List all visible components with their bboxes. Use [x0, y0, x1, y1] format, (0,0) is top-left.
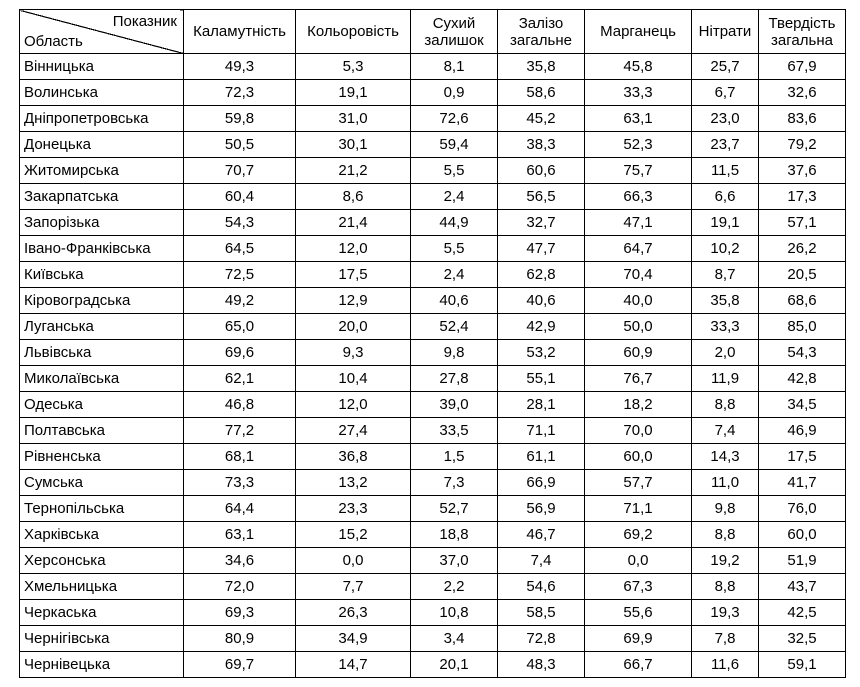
cell-turbidity: 46,8 — [184, 392, 296, 418]
cell-turbidity: 69,7 — [184, 652, 296, 678]
cell-dry-residue: 8,1 — [411, 54, 498, 80]
cell-total-hardness: 59,1 — [759, 652, 846, 678]
cell-total-hardness: 32,5 — [759, 626, 846, 652]
cell-manganese: 55,6 — [585, 600, 692, 626]
column-header-dry-residue: Сухий залишок — [411, 10, 498, 54]
cell-manganese: 57,7 — [585, 470, 692, 496]
cell-total-hardness: 32,6 — [759, 80, 846, 106]
cell-turbidity: 72,3 — [184, 80, 296, 106]
cell-total-hardness: 54,3 — [759, 340, 846, 366]
cell-total-iron: 55,1 — [498, 366, 585, 392]
cell-nitrates: 8,8 — [692, 574, 759, 600]
cell-total-iron: 72,8 — [498, 626, 585, 652]
cell-dry-residue: 10,8 — [411, 600, 498, 626]
cell-nitrates: 19,2 — [692, 548, 759, 574]
cell-manganese: 66,7 — [585, 652, 692, 678]
cell-nitrates: 33,3 — [692, 314, 759, 340]
cell-turbidity: 73,3 — [184, 470, 296, 496]
cell-region: Хмельницька — [20, 574, 184, 600]
cell-manganese: 75,7 — [585, 158, 692, 184]
table-row — [20, 54, 846, 80]
cell-manganese: 33,3 — [585, 80, 692, 106]
cell-color: 12,0 — [296, 392, 411, 418]
cell-region: Житомирська — [20, 158, 184, 184]
cell-region: Волинська — [20, 80, 184, 106]
table-row — [20, 340, 846, 366]
cell-dry-residue: 5,5 — [411, 158, 498, 184]
table-row — [20, 626, 846, 652]
cell-region: Черкаська — [20, 600, 184, 626]
cell-total-iron: 38,3 — [498, 132, 585, 158]
cell-color: 12,0 — [296, 236, 411, 262]
cell-nitrates: 7,4 — [692, 418, 759, 444]
cell-turbidity: 34,6 — [184, 548, 296, 574]
cell-dry-residue: 52,7 — [411, 496, 498, 522]
cell-manganese: 60,9 — [585, 340, 692, 366]
cell-dry-residue: 2,4 — [411, 184, 498, 210]
cell-turbidity: 80,9 — [184, 626, 296, 652]
cell-manganese: 0,0 — [585, 548, 692, 574]
cell-total-hardness: 85,0 — [759, 314, 846, 340]
cell-total-iron: 40,6 — [498, 288, 585, 314]
table-row — [20, 210, 846, 236]
cell-turbidity: 72,5 — [184, 262, 296, 288]
cell-total-iron: 56,5 — [498, 184, 585, 210]
cell-total-iron: 58,5 — [498, 600, 585, 626]
cell-manganese: 40,0 — [585, 288, 692, 314]
table-row — [20, 444, 846, 470]
cell-region: Дніпропетровська — [20, 106, 184, 132]
cell-nitrates: 19,3 — [692, 600, 759, 626]
cell-color: 7,7 — [296, 574, 411, 600]
cell-color: 9,3 — [296, 340, 411, 366]
cell-manganese: 69,2 — [585, 522, 692, 548]
cell-dry-residue: 52,4 — [411, 314, 498, 340]
cell-dry-residue: 40,6 — [411, 288, 498, 314]
cell-color: 21,2 — [296, 158, 411, 184]
cell-region: Харківська — [20, 522, 184, 548]
cell-total-hardness: 34,5 — [759, 392, 846, 418]
cell-manganese: 60,0 — [585, 444, 692, 470]
table-row — [20, 236, 846, 262]
table-row — [20, 418, 846, 444]
cell-color: 14,7 — [296, 652, 411, 678]
cell-region: Чернігівська — [20, 626, 184, 652]
table-row — [20, 496, 846, 522]
cell-nitrates: 11,5 — [692, 158, 759, 184]
cell-turbidity: 64,5 — [184, 236, 296, 262]
table-row — [20, 132, 846, 158]
cell-manganese: 69,9 — [585, 626, 692, 652]
cell-turbidity: 64,4 — [184, 496, 296, 522]
cell-dry-residue: 20,1 — [411, 652, 498, 678]
cell-total-hardness: 43,7 — [759, 574, 846, 600]
cell-nitrates: 23,7 — [692, 132, 759, 158]
cell-dry-residue: 33,5 — [411, 418, 498, 444]
cell-turbidity: 59,8 — [184, 106, 296, 132]
cell-region: Полтавська — [20, 418, 184, 444]
cell-total-hardness: 46,9 — [759, 418, 846, 444]
cell-total-hardness: 67,9 — [759, 54, 846, 80]
cell-color: 8,6 — [296, 184, 411, 210]
cell-color: 31,0 — [296, 106, 411, 132]
cell-dry-residue: 2,2 — [411, 574, 498, 600]
table-row — [20, 262, 846, 288]
cell-region: Донецька — [20, 132, 184, 158]
cell-region: Івано-Франківська — [20, 236, 184, 262]
table-row — [20, 470, 846, 496]
cell-total-iron: 62,8 — [498, 262, 585, 288]
cell-nitrates: 6,7 — [692, 80, 759, 106]
cell-color: 21,4 — [296, 210, 411, 236]
cell-color: 13,2 — [296, 470, 411, 496]
cell-dry-residue: 72,6 — [411, 106, 498, 132]
cell-turbidity: 70,7 — [184, 158, 296, 184]
cell-turbidity: 77,2 — [184, 418, 296, 444]
table-row — [20, 80, 846, 106]
cell-dry-residue: 39,0 — [411, 392, 498, 418]
cell-manganese: 71,1 — [585, 496, 692, 522]
table-row — [20, 548, 846, 574]
cell-region: Вінницька — [20, 54, 184, 80]
cell-nitrates: 2,0 — [692, 340, 759, 366]
cell-color: 5,3 — [296, 54, 411, 80]
water-quality-table — [19, 9, 846, 678]
cell-manganese: 66,3 — [585, 184, 692, 210]
cell-turbidity: 68,1 — [184, 444, 296, 470]
cell-total-hardness: 83,6 — [759, 106, 846, 132]
table-body — [20, 54, 846, 678]
cell-total-hardness: 20,5 — [759, 262, 846, 288]
cell-manganese: 52,3 — [585, 132, 692, 158]
table-row — [20, 184, 846, 210]
cell-nitrates: 10,2 — [692, 236, 759, 262]
cell-total-iron: 7,4 — [498, 548, 585, 574]
cell-region: Закарпатська — [20, 184, 184, 210]
cell-turbidity: 69,6 — [184, 340, 296, 366]
cell-total-iron: 61,1 — [498, 444, 585, 470]
cell-total-iron: 66,9 — [498, 470, 585, 496]
table-row — [20, 106, 846, 132]
cell-total-hardness: 17,3 — [759, 184, 846, 210]
cell-nitrates: 6,6 — [692, 184, 759, 210]
column-header-manganese: Марганець — [585, 10, 692, 54]
cell-color: 26,3 — [296, 600, 411, 626]
cell-region: Львівська — [20, 340, 184, 366]
cell-total-iron: 53,2 — [498, 340, 585, 366]
cell-dry-residue: 44,9 — [411, 210, 498, 236]
cell-manganese: 18,2 — [585, 392, 692, 418]
cell-color: 36,8 — [296, 444, 411, 470]
cell-region: Херсонська — [20, 548, 184, 574]
column-header-total-hardness: Твердість загальна — [759, 10, 846, 54]
column-header-total-iron: Залізо загальне — [498, 10, 585, 54]
cell-dry-residue: 18,8 — [411, 522, 498, 548]
cell-region: Луганська — [20, 314, 184, 340]
cell-manganese: 50,0 — [585, 314, 692, 340]
cell-manganese: 64,7 — [585, 236, 692, 262]
cell-total-iron: 46,7 — [498, 522, 585, 548]
cell-color: 12,9 — [296, 288, 411, 314]
cell-total-iron: 45,2 — [498, 106, 585, 132]
cell-turbidity: 49,2 — [184, 288, 296, 314]
cell-turbidity: 72,0 — [184, 574, 296, 600]
cell-color: 20,0 — [296, 314, 411, 340]
cell-region: Миколаївська — [20, 366, 184, 392]
cell-nitrates: 11,6 — [692, 652, 759, 678]
table-row — [20, 652, 846, 678]
cell-manganese: 47,1 — [585, 210, 692, 236]
cell-turbidity: 49,3 — [184, 54, 296, 80]
cell-nitrates: 35,8 — [692, 288, 759, 314]
cell-total-hardness: 42,5 — [759, 600, 846, 626]
table-row — [20, 600, 846, 626]
cell-nitrates: 7,8 — [692, 626, 759, 652]
cell-total-hardness: 68,6 — [759, 288, 846, 314]
cell-color: 27,4 — [296, 418, 411, 444]
cell-region: Запорізька — [20, 210, 184, 236]
cell-dry-residue: 3,4 — [411, 626, 498, 652]
cell-region: Київська — [20, 262, 184, 288]
cell-manganese: 76,7 — [585, 366, 692, 392]
region-label: Область — [24, 33, 83, 50]
cell-nitrates: 11,9 — [692, 366, 759, 392]
cell-nitrates: 19,1 — [692, 210, 759, 236]
cell-region: Чернівецька — [20, 652, 184, 678]
cell-dry-residue: 37,0 — [411, 548, 498, 574]
cell-nitrates: 25,7 — [692, 54, 759, 80]
cell-total-iron: 71,1 — [498, 418, 585, 444]
table-row — [20, 366, 846, 392]
cell-dry-residue: 27,8 — [411, 366, 498, 392]
cell-color: 17,5 — [296, 262, 411, 288]
cell-total-iron: 60,6 — [498, 158, 585, 184]
cell-turbidity: 60,4 — [184, 184, 296, 210]
cell-total-hardness: 26,2 — [759, 236, 846, 262]
cell-region: Кіровоградська — [20, 288, 184, 314]
cell-total-hardness: 37,6 — [759, 158, 846, 184]
cell-nitrates: 11,0 — [692, 470, 759, 496]
cell-nitrates: 9,8 — [692, 496, 759, 522]
cell-dry-residue: 7,3 — [411, 470, 498, 496]
cell-color: 10,4 — [296, 366, 411, 392]
cell-color: 34,9 — [296, 626, 411, 652]
indicator-label: Показник — [112, 13, 177, 30]
cell-dry-residue: 5,5 — [411, 236, 498, 262]
table-row — [20, 158, 846, 184]
cell-total-hardness: 60,0 — [759, 522, 846, 548]
cell-manganese: 63,1 — [585, 106, 692, 132]
cell-turbidity: 62,1 — [184, 366, 296, 392]
column-header-color: Кольоровість — [296, 10, 411, 54]
cell-manganese: 70,0 — [585, 418, 692, 444]
cell-nitrates: 8,8 — [692, 522, 759, 548]
cell-total-hardness: 57,1 — [759, 210, 846, 236]
cell-turbidity: 50,5 — [184, 132, 296, 158]
cell-dry-residue: 0,9 — [411, 80, 498, 106]
cell-total-iron: 42,9 — [498, 314, 585, 340]
cell-manganese: 67,3 — [585, 574, 692, 600]
cell-total-hardness: 76,0 — [759, 496, 846, 522]
cell-color: 19,1 — [296, 80, 411, 106]
cell-nitrates: 23,0 — [692, 106, 759, 132]
table-row — [20, 574, 846, 600]
corner-header-cell — [20, 10, 184, 54]
column-header-nitrates: Нітрати — [692, 10, 759, 54]
cell-region: Тернопільська — [20, 496, 184, 522]
cell-total-hardness: 79,2 — [759, 132, 846, 158]
header-row — [20, 10, 846, 54]
cell-turbidity: 69,3 — [184, 600, 296, 626]
cell-dry-residue: 9,8 — [411, 340, 498, 366]
cell-total-hardness: 51,9 — [759, 548, 846, 574]
cell-nitrates: 8,7 — [692, 262, 759, 288]
table-row — [20, 522, 846, 548]
cell-total-iron: 28,1 — [498, 392, 585, 418]
table-row — [20, 288, 846, 314]
cell-dry-residue: 1,5 — [411, 444, 498, 470]
table-row — [20, 392, 846, 418]
cell-manganese: 45,8 — [585, 54, 692, 80]
cell-total-hardness: 41,7 — [759, 470, 846, 496]
cell-color: 0,0 — [296, 548, 411, 574]
cell-dry-residue: 2,4 — [411, 262, 498, 288]
cell-color: 23,3 — [296, 496, 411, 522]
cell-color: 30,1 — [296, 132, 411, 158]
cell-total-iron: 58,6 — [498, 80, 585, 106]
cell-turbidity: 63,1 — [184, 522, 296, 548]
cell-nitrates: 14,3 — [692, 444, 759, 470]
cell-total-hardness: 42,8 — [759, 366, 846, 392]
cell-manganese: 70,4 — [585, 262, 692, 288]
cell-region: Рівненська — [20, 444, 184, 470]
cell-region: Одеська — [20, 392, 184, 418]
cell-turbidity: 54,3 — [184, 210, 296, 236]
cell-dry-residue: 59,4 — [411, 132, 498, 158]
cell-turbidity: 65,0 — [184, 314, 296, 340]
cell-total-iron: 48,3 — [498, 652, 585, 678]
cell-total-hardness: 17,5 — [759, 444, 846, 470]
table-row — [20, 314, 846, 340]
cell-total-iron: 54,6 — [498, 574, 585, 600]
cell-nitrates: 8,8 — [692, 392, 759, 418]
cell-total-iron: 47,7 — [498, 236, 585, 262]
cell-color: 15,2 — [296, 522, 411, 548]
column-header-turbidity: Каламутність — [184, 10, 296, 54]
cell-total-iron: 35,8 — [498, 54, 585, 80]
cell-region: Сумська — [20, 470, 184, 496]
cell-total-iron: 56,9 — [498, 496, 585, 522]
cell-total-iron: 32,7 — [498, 210, 585, 236]
